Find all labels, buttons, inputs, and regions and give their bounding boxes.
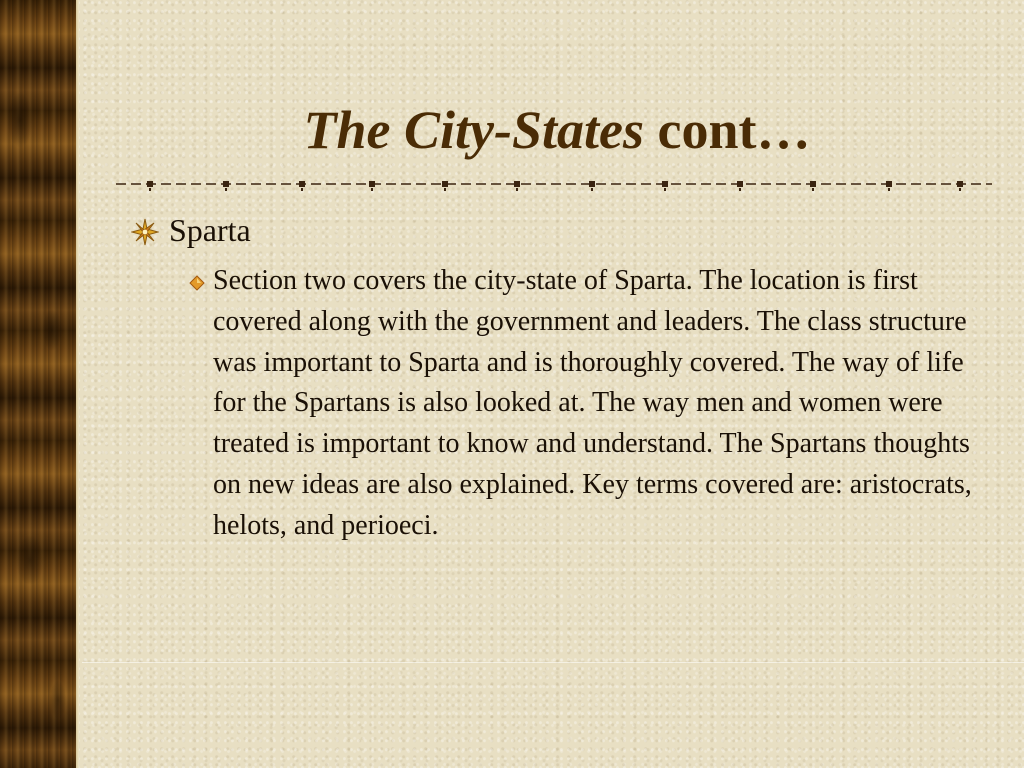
sub-bullet-text: Section two covers the city-state of Sparta. The location is first covered along with the government and leaders. The class structure was important to Sparta and is thoroughly covered. The way of life for the Spartans is also looked at. The way men and women were treated is important to know and understand. The Spartans thoughts on new ideas are also explained. Key terms covered are: aristocrats, helots, and perioeci. [213, 265, 972, 541]
title-italic-part: The City-States [303, 100, 644, 160]
bullet-sparta: Sparta [169, 212, 251, 248]
sunburst-icon [131, 218, 159, 246]
slide-title [90, 94, 1024, 166]
wood-strip-edge [76, 0, 79, 768]
wood-border-strip [0, 0, 76, 768]
title-regular-part: cont… [644, 100, 811, 160]
title-divider [116, 176, 992, 192]
bottom-rule [82, 662, 1024, 663]
diamond-icon [189, 275, 205, 291]
